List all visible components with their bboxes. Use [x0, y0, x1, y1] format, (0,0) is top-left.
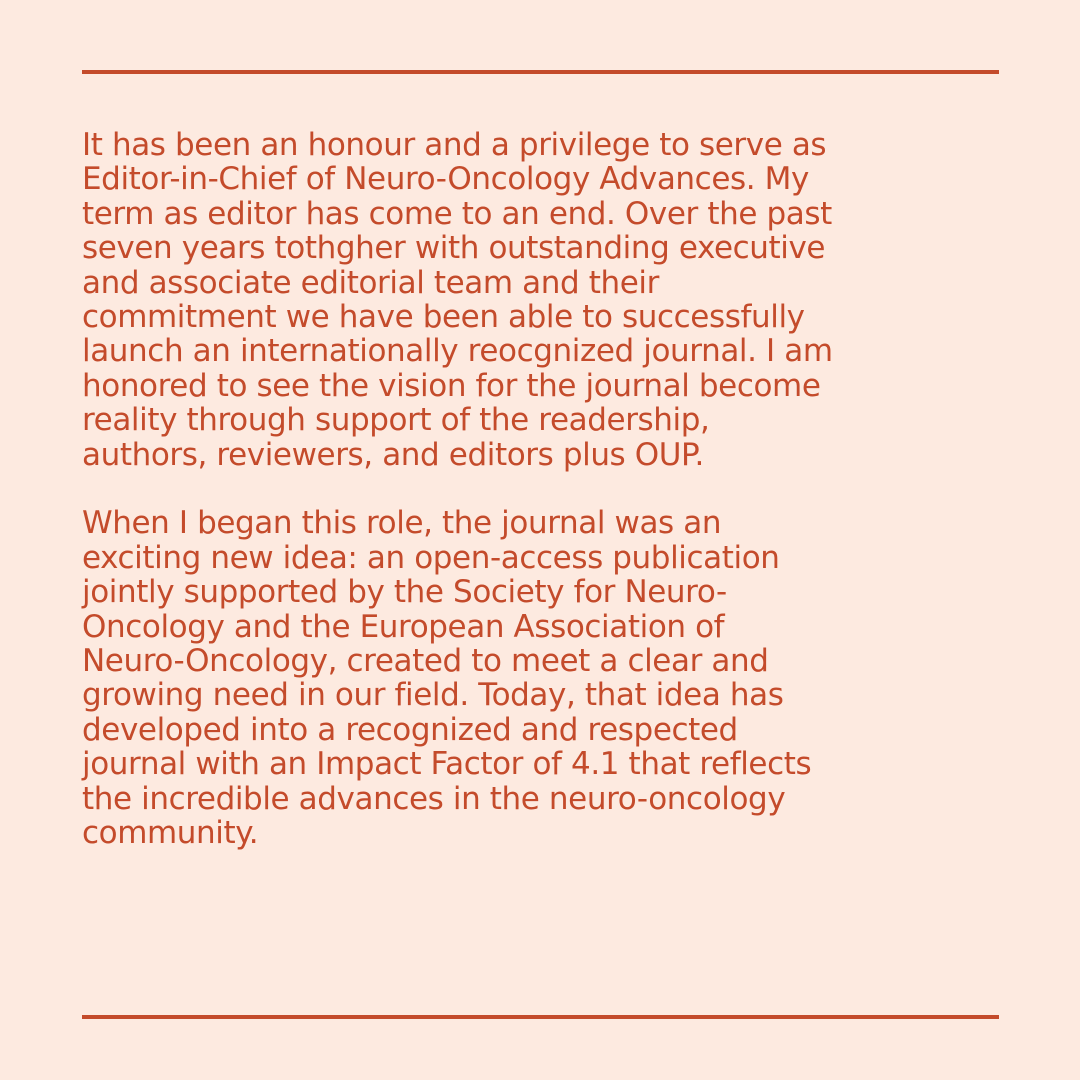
text-line: journal with an Impact Factor of 4.1 that reflects	[82, 746, 812, 783]
text-line: It has been an honour and a privilege to serve as	[82, 127, 827, 163]
text-line: term as editor has come to an end. Over the past	[82, 195, 832, 232]
text-line: community.	[82, 815, 259, 852]
bottom-divider	[82, 1015, 999, 1019]
text-line: authors, reviewers, and editors plus OUP.	[82, 436, 704, 473]
text-line: Oncology and the European Association of	[82, 608, 725, 645]
text-line: developed into a recognized and respected	[82, 711, 738, 748]
text-line: Editor-in-Chief of Neuro-Oncology Advances. My	[82, 161, 809, 198]
text-line: jointly supported by the Society for Neuro-	[82, 574, 727, 611]
text-line: Neuro-Oncology, created to meet a clear and	[82, 643, 769, 680]
text-line: commitment we have been able to successfully	[82, 299, 805, 336]
letter-body	[82, 128, 1012, 851]
paragraph-2	[82, 506, 1012, 850]
text-line: reality through support of the readership,	[82, 402, 710, 439]
text-line: growing need in our field. Today, that idea has	[82, 677, 784, 714]
text-line: the incredible advances in the neuro-oncology	[82, 780, 786, 817]
text-line: and associate editorial team and their	[82, 264, 659, 301]
text-line: seven years tothgher with outstanding executive	[82, 230, 826, 267]
text-line: When I began this role, the journal was an	[82, 505, 722, 542]
text-line: exciting new idea: an open-access publication	[82, 539, 780, 576]
text-line: launch an internationally reocgnized journal. I am	[82, 333, 833, 370]
text-line: honored to see the vision for the journal become	[82, 367, 821, 404]
top-divider	[82, 70, 999, 74]
paragraph-1	[82, 128, 1012, 472]
